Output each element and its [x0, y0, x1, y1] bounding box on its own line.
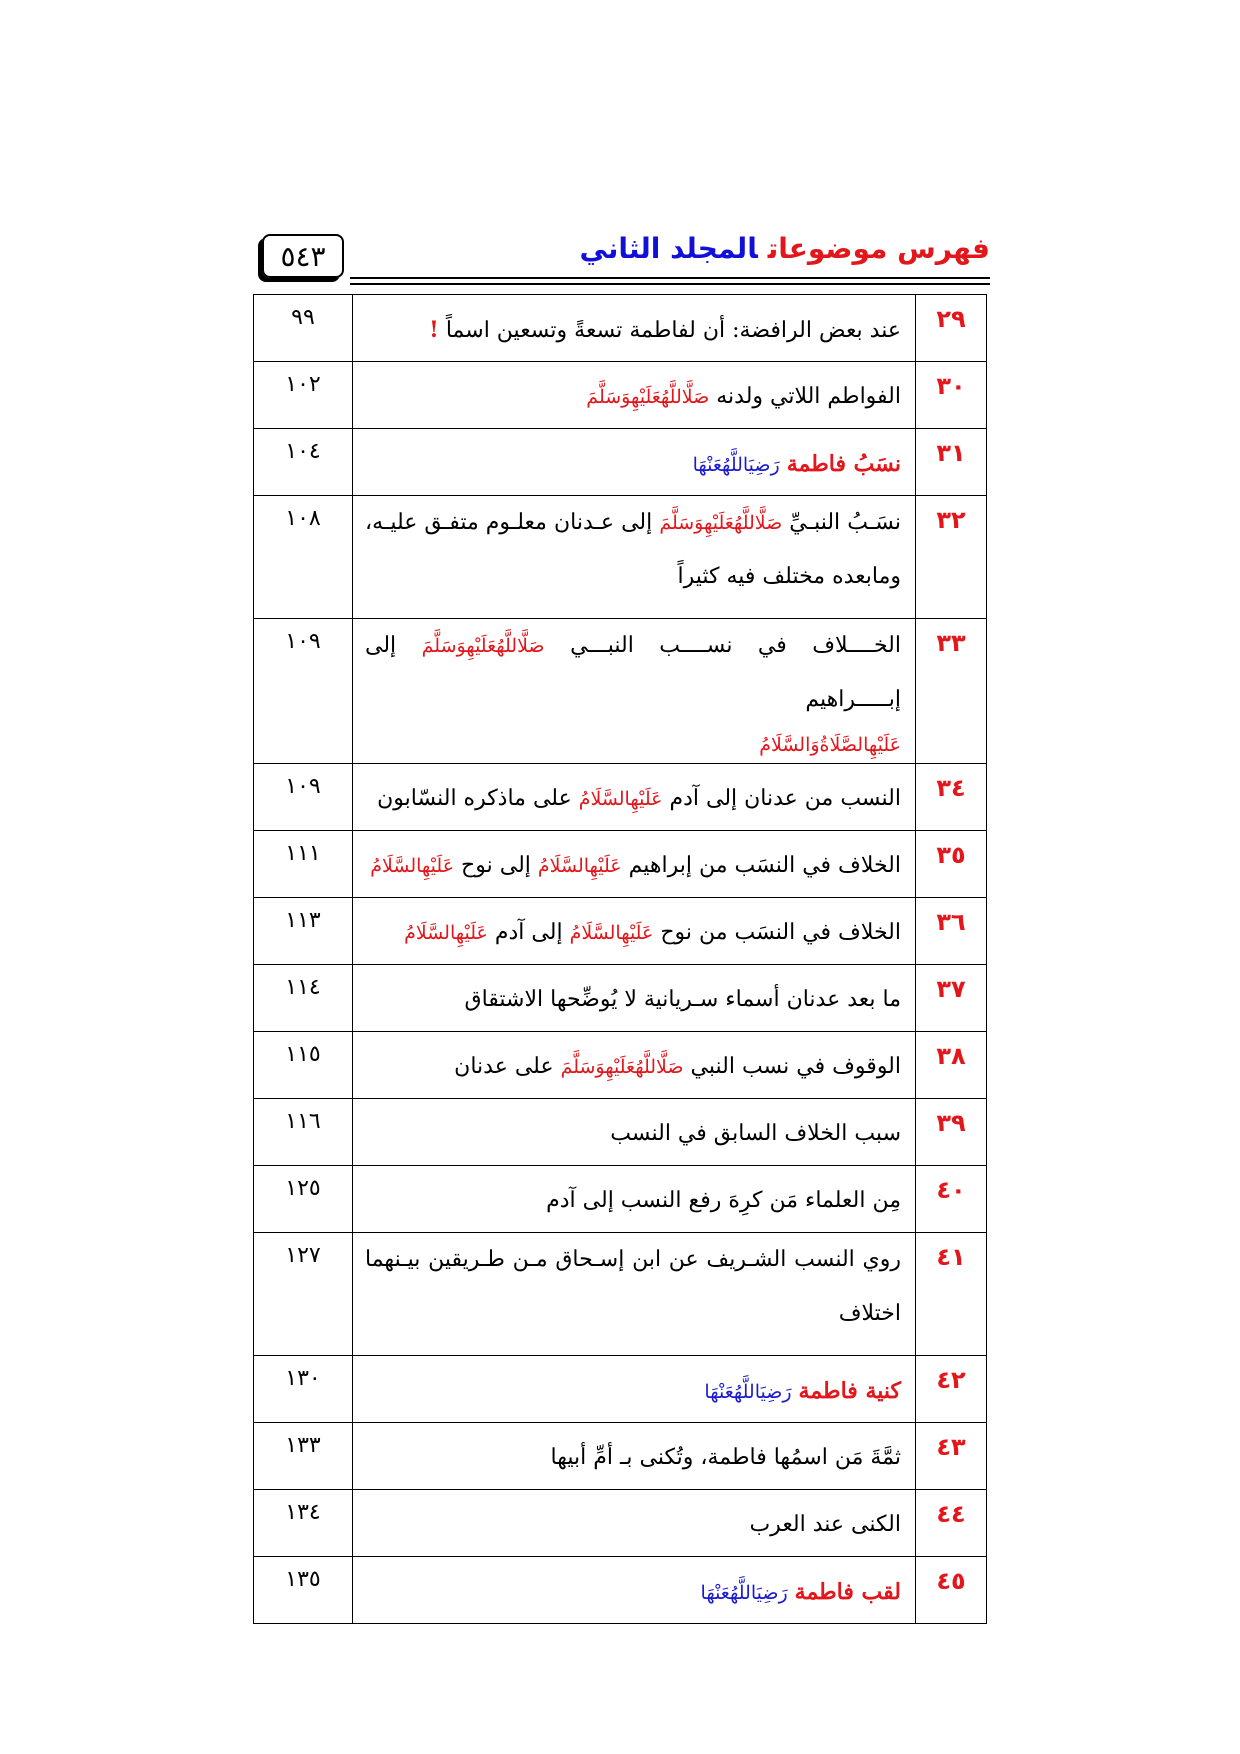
honorific: رَضِيَاللَّهُعَنْهَا [704, 1381, 792, 1403]
row-page: ١٣٠ [254, 1356, 353, 1423]
row-number: ٣٥ [916, 831, 987, 898]
row-number: ٣٨ [916, 1032, 987, 1099]
honorific: صَلَّاللَّهُعَلَيْهِوَسَلَّمَ [421, 635, 545, 657]
row-page: ١٢٧ [254, 1233, 353, 1356]
table-row [254, 764, 987, 831]
row-topic: الفواطم اللاتي ولدنه صَلَّاللَّهُعَلَيْهِوَسَلَّمَ [353, 362, 916, 429]
honorific: عَلَيْهِالصَّلَاةُوَالسَّلَامُ [759, 734, 901, 756]
row-number: ٤٣ [916, 1423, 987, 1490]
honorific: عَلَيْهِالسَّلَامُ [404, 922, 488, 944]
table-row [254, 295, 987, 362]
page-title [579, 232, 990, 265]
exclamation-mark: ! [429, 317, 439, 343]
row-number: ٤١ [916, 1233, 987, 1356]
table-row [254, 1233, 987, 1356]
row-topic: نسَبُ فاطمة رَضِيَاللَّهُعَنْهَا [353, 429, 916, 496]
honorific: عَلَيْهِالسَّلَامُ [569, 922, 654, 944]
row-page: ١٣٥ [254, 1557, 353, 1624]
title-part2: المجلد الثاني [579, 232, 758, 265]
row-number: ٣٦ [916, 898, 987, 965]
row-number: ٤٤ [916, 1490, 987, 1557]
row-topic: سبب الخلاف السابق في النسب [353, 1099, 916, 1166]
honorific: عَلَيْهِالسَّلَامُ [537, 855, 622, 877]
honorific: رَضِيَاللَّهُعَنْهَا [692, 454, 780, 476]
row-number: ٣٩ [916, 1099, 987, 1166]
honorific: صَلَّاللَّهُعَلَيْهِوَسَلَّمَ [560, 1056, 684, 1078]
row-number: ٣٧ [916, 965, 987, 1032]
honorific: رَضِيَاللَّهُعَنْهَا [700, 1582, 788, 1604]
row-page: ١٠٨ [254, 496, 353, 619]
table-row [254, 619, 987, 764]
table-row [254, 1099, 987, 1166]
honorific: صَلَّاللَّهُعَلَيْهِوَسَلَّمَ [659, 512, 783, 534]
header-rule [350, 277, 990, 279]
table-row [254, 1356, 987, 1423]
row-topic: ما بعد عدنان أسماء سـريانية لا يُوضِّحها الاشتقاق [353, 965, 916, 1032]
header-rule [350, 283, 990, 285]
row-topic: مِن العلماء مَن كرِهَ رفع النسب إلى آدم [353, 1166, 916, 1233]
row-topic: روي النسب الشـريف عن ابن إسـحاق مـن طـريقين بيـنهما اختلاف [353, 1233, 916, 1356]
table-row [254, 1423, 987, 1490]
page-number: ٥٤٣ [262, 234, 344, 278]
row-topic: الخلاف في النسَب من نوح عَلَيْهِالسَّلَامُ إلى آدم عَلَيْهِالسَّلَامُ [353, 898, 916, 965]
table-row [254, 429, 987, 496]
row-topic: الخلاف في النسَب من إبراهيم عَلَيْهِالسَّلَامُ إلى نوح عَلَيْهِالسَّلَامُ [353, 831, 916, 898]
honorific: عَلَيْهِالسَّلَامُ [578, 788, 663, 810]
row-number: ٤٥ [916, 1557, 987, 1624]
row-topic: النسب من عدنان إلى آدم عَلَيْهِالسَّلَامُ على ماذكره النسّابون [353, 764, 916, 831]
row-page: ١١٦ [254, 1099, 353, 1166]
row-topic: نسَـبُ النبـيِّ صَلَّاللَّهُعَلَيْهِوَسَلَّمَ إلى عـدنان معلـوم متفـق عليـه، ومابعده مختلف فيه كثيراً [353, 496, 916, 619]
table-row [254, 1166, 987, 1233]
row-page: ١٢٥ [254, 1166, 353, 1233]
contents-table [253, 294, 987, 1624]
row-number: ٤٢ [916, 1356, 987, 1423]
row-page: ١١١ [254, 831, 353, 898]
row-topic: الخــــلاف في نســــب النبـــي صَلَّاللَّهُعَلَيْهِوَسَلَّمَ إلى إبـــــراهيم عَلَيْهِالصَّلَاةُوَالسَّلَامُ [353, 619, 916, 764]
row-page: ١٠٤ [254, 429, 353, 496]
table-row [254, 362, 987, 429]
row-number: ٢٩ [916, 295, 987, 362]
row-topic: الكنى عند العرب [353, 1490, 916, 1557]
row-page: ١١٥ [254, 1032, 353, 1099]
table-row [254, 1032, 987, 1099]
table-row [254, 898, 987, 965]
title-part1: فهرس موضوعات [767, 232, 990, 265]
row-page: ١٣٤ [254, 1490, 353, 1557]
row-number: ٤٠ [916, 1166, 987, 1233]
table-row [254, 1490, 987, 1557]
row-topic: لقب فاطمة رَضِيَاللَّهُعَنْهَا [353, 1557, 916, 1624]
row-number: ٣٣ [916, 619, 987, 764]
row-page: ١١٤ [254, 965, 353, 1032]
table-row [254, 831, 987, 898]
honorific: عَلَيْهِالسَّلَامُ [370, 855, 455, 877]
row-number: ٣٤ [916, 764, 987, 831]
page-header [250, 234, 990, 280]
row-page: ٩٩ [254, 295, 353, 362]
row-number: ٣٢ [916, 496, 987, 619]
row-page: ١٠٩ [254, 619, 353, 764]
row-page: ١٣٣ [254, 1423, 353, 1490]
row-number: ٣١ [916, 429, 987, 496]
table-row [254, 965, 987, 1032]
row-page: ١١٣ [254, 898, 353, 965]
row-topic: ثمَّةَ مَن اسمُها فاطمة، وتُكنى بـ أمِّ أبيها [353, 1423, 916, 1490]
table-row [254, 496, 987, 619]
row-topic: عند بعض الرافضة: أن لفاطمة تسعةً وتسعين اسماً ! [353, 295, 916, 362]
row-topic: كنية فاطمة رَضِيَاللَّهُعَنْهَا [353, 1356, 916, 1423]
table-row [254, 1557, 987, 1624]
honorific: صَلَّاللَّهُعَلَيْهِوَسَلَّمَ [586, 386, 710, 408]
row-page: ١٠٩ [254, 764, 353, 831]
row-number: ٣٠ [916, 362, 987, 429]
row-topic: الوقوف في نسب النبي صَلَّاللَّهُعَلَيْهِوَسَلَّمَ على عدنان [353, 1032, 916, 1099]
row-page: ١٠٢ [254, 362, 353, 429]
